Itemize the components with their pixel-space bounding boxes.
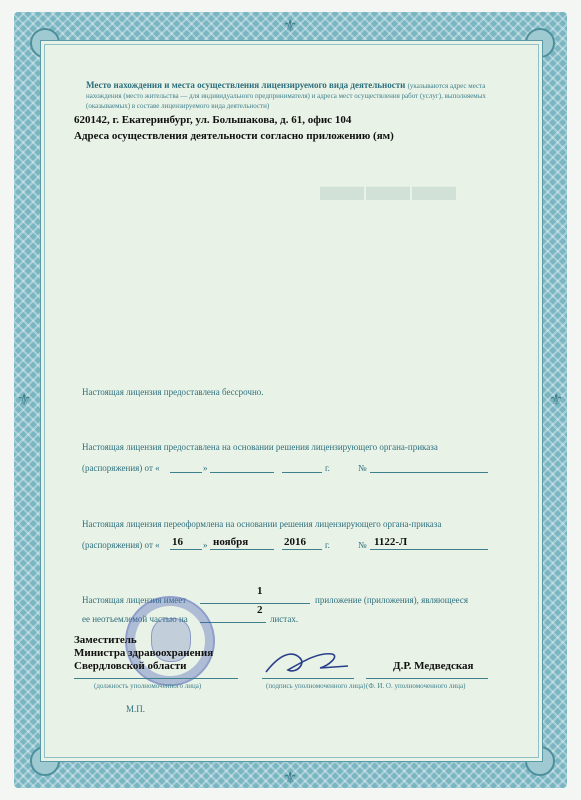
perpetual-statement: Настоящая лицензия предоставлена бессрочно. <box>82 387 264 397</box>
reissued-year: 2016 <box>284 536 306 548</box>
reissued-month-line <box>210 549 274 550</box>
granted-line1: Настоящая лицензия предоставлена на основании решения лицензирующего органа-приказа <box>82 442 438 452</box>
reissued-year-suffix: г. <box>325 540 330 550</box>
appendix-count: 1 <box>257 585 263 597</box>
reissued-quote-close: » <box>203 540 208 550</box>
fleur-icon: ⚜ <box>283 18 298 35</box>
reissued-date-prefix: (распоряжения) от « <box>82 540 160 550</box>
official-seal <box>125 596 215 686</box>
address: 620142, г. Екатеринбург, ул. Большакова, д. 61, офис 104 <box>74 114 352 126</box>
location-label: Место нахождения и места осуществления лицензируемого вида деятельности <box>86 80 406 90</box>
granted-quote-close: » <box>203 463 208 473</box>
fleur-icon: ⚜ <box>549 392 564 409</box>
granted-year-suffix: г. <box>325 463 330 473</box>
caption-signature: (подпись уполномоченного лица) <box>266 682 366 690</box>
bleed-through-mark: ▬▬▬ <box>320 161 458 210</box>
reissued-year-line <box>282 549 322 550</box>
stamp-label: М.П. <box>126 704 146 714</box>
activity-addresses: Адреса осуществления деятельности согласно приложению (ям) <box>74 130 394 142</box>
reissued-number-line <box>370 549 488 550</box>
handwritten-signature <box>262 644 352 680</box>
reissued-number-label: № <box>358 540 367 550</box>
granted-date-prefix: (распоряжения) от « <box>82 463 160 473</box>
caption-position: (должность уполномоченного лица) <box>94 682 202 690</box>
name-line <box>366 678 488 679</box>
reissued-day-line <box>170 549 202 550</box>
reissued-month: ноября <box>213 536 249 548</box>
signatory-line2: Министра здравоохранения <box>74 647 214 659</box>
appendix-line2-start: ее неотъемлемой частью на <box>82 614 188 624</box>
reissued-day: 16 <box>172 536 183 548</box>
appendix-sheets: 2 <box>257 604 263 616</box>
signatory-line1: Заместитель <box>74 634 137 646</box>
granted-month-line <box>210 472 274 473</box>
location-hint: (указываются адрес места нахождения (место жительства — для индивидуального предпринимателя) и адреса мест осуществления работ (услуг), выполняемых (оказываемых) в составе лицензируемого вида деятельности) <box>86 82 486 110</box>
granted-number-label: № <box>358 463 367 473</box>
caption-name: (Ф. И. О. уполномоченного лица) <box>366 682 466 690</box>
location-label-block <box>86 80 486 110</box>
signature-line <box>262 678 354 679</box>
reissued-number: 1122-Л <box>374 536 408 548</box>
appendix-count-line <box>200 603 310 604</box>
signatory-line3: Свердловской области <box>74 660 187 672</box>
appendix-line2-end: листах. <box>270 614 299 624</box>
appendix-line1-start: Настоящая лицензия имеет <box>82 595 187 605</box>
granted-year-line <box>282 472 322 473</box>
fleur-icon: ⚜ <box>17 392 32 409</box>
position-line <box>74 678 238 679</box>
signatory-name: Д.Р. Медведская <box>393 660 474 672</box>
reissued-line1: Настоящая лицензия переоформлена на основании решения лицензирующего органа-приказа <box>82 519 442 529</box>
fleur-icon: ⚜ <box>283 770 298 787</box>
granted-day-line <box>170 472 202 473</box>
granted-number-line <box>370 472 488 473</box>
appendix-line1-end: приложение (приложения), являющееся <box>315 595 469 605</box>
